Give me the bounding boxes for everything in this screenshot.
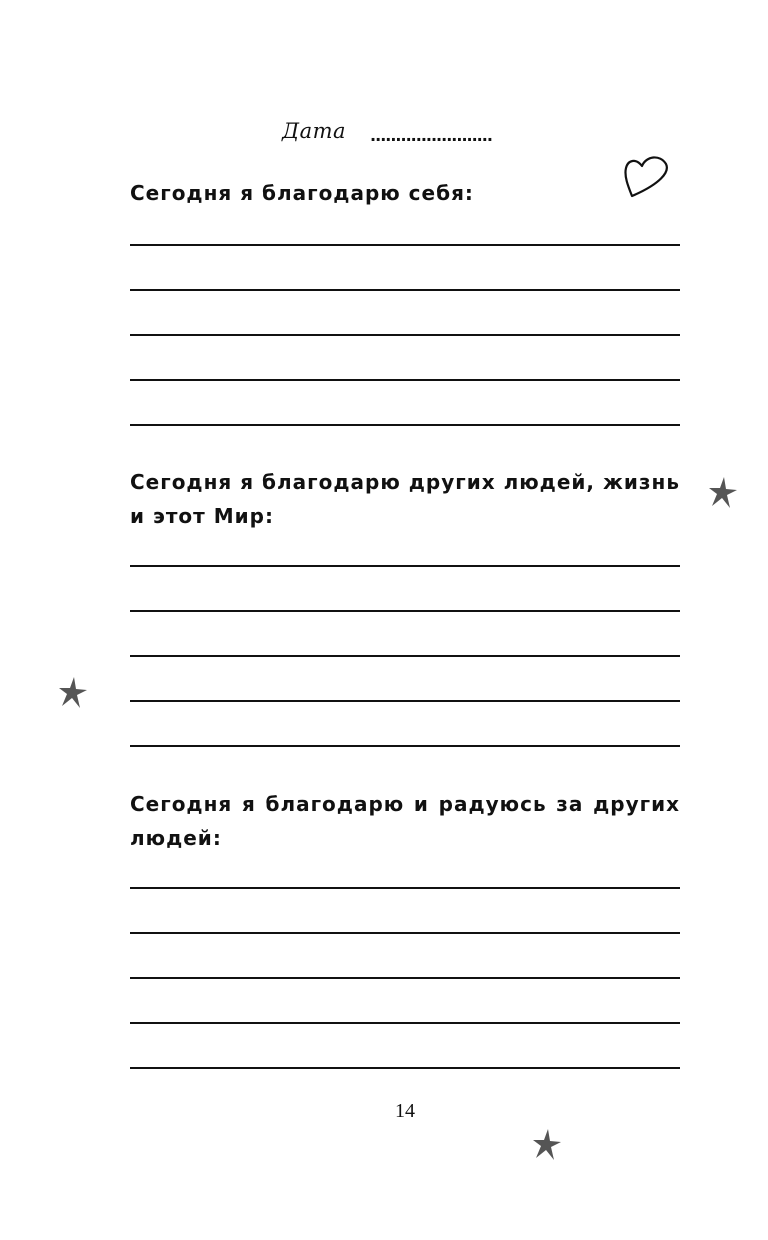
section-gratitude-self bbox=[130, 176, 680, 428]
star-icon bbox=[532, 1128, 562, 1162]
writing-line[interactable] bbox=[130, 244, 680, 246]
writing-line[interactable] bbox=[130, 610, 680, 612]
page-number: 14 bbox=[395, 1100, 415, 1122]
writing-line[interactable] bbox=[130, 655, 680, 657]
star-icon bbox=[58, 676, 88, 710]
writing-line[interactable] bbox=[130, 977, 680, 979]
writing-line[interactable] bbox=[130, 565, 680, 567]
section-heading: Сегодня я благодарю других людей, жизнь и этот Мир: bbox=[130, 470, 680, 528]
section-heading: Сегодня я благодарю и радуюсь за других людей: bbox=[130, 792, 680, 850]
date-field bbox=[282, 113, 492, 143]
writing-line[interactable] bbox=[130, 424, 680, 426]
date-label: Дата bbox=[282, 119, 347, 143]
writing-line[interactable] bbox=[130, 289, 680, 291]
writing-line[interactable] bbox=[130, 1022, 680, 1024]
writing-line[interactable] bbox=[130, 932, 680, 934]
writing-line[interactable] bbox=[130, 1067, 680, 1069]
writing-line[interactable] bbox=[130, 334, 680, 336]
writing-line[interactable] bbox=[130, 700, 680, 702]
section-gratitude-others bbox=[130, 465, 680, 750]
writing-line[interactable] bbox=[130, 887, 680, 889]
writing-line[interactable] bbox=[130, 745, 680, 747]
star-icon bbox=[708, 476, 738, 510]
date-dots: ........................ bbox=[370, 126, 492, 145]
section-gratitude-joy bbox=[130, 787, 680, 1072]
writing-line[interactable] bbox=[130, 379, 680, 381]
section-heading: Сегодня я благодарю себя: bbox=[130, 181, 474, 205]
